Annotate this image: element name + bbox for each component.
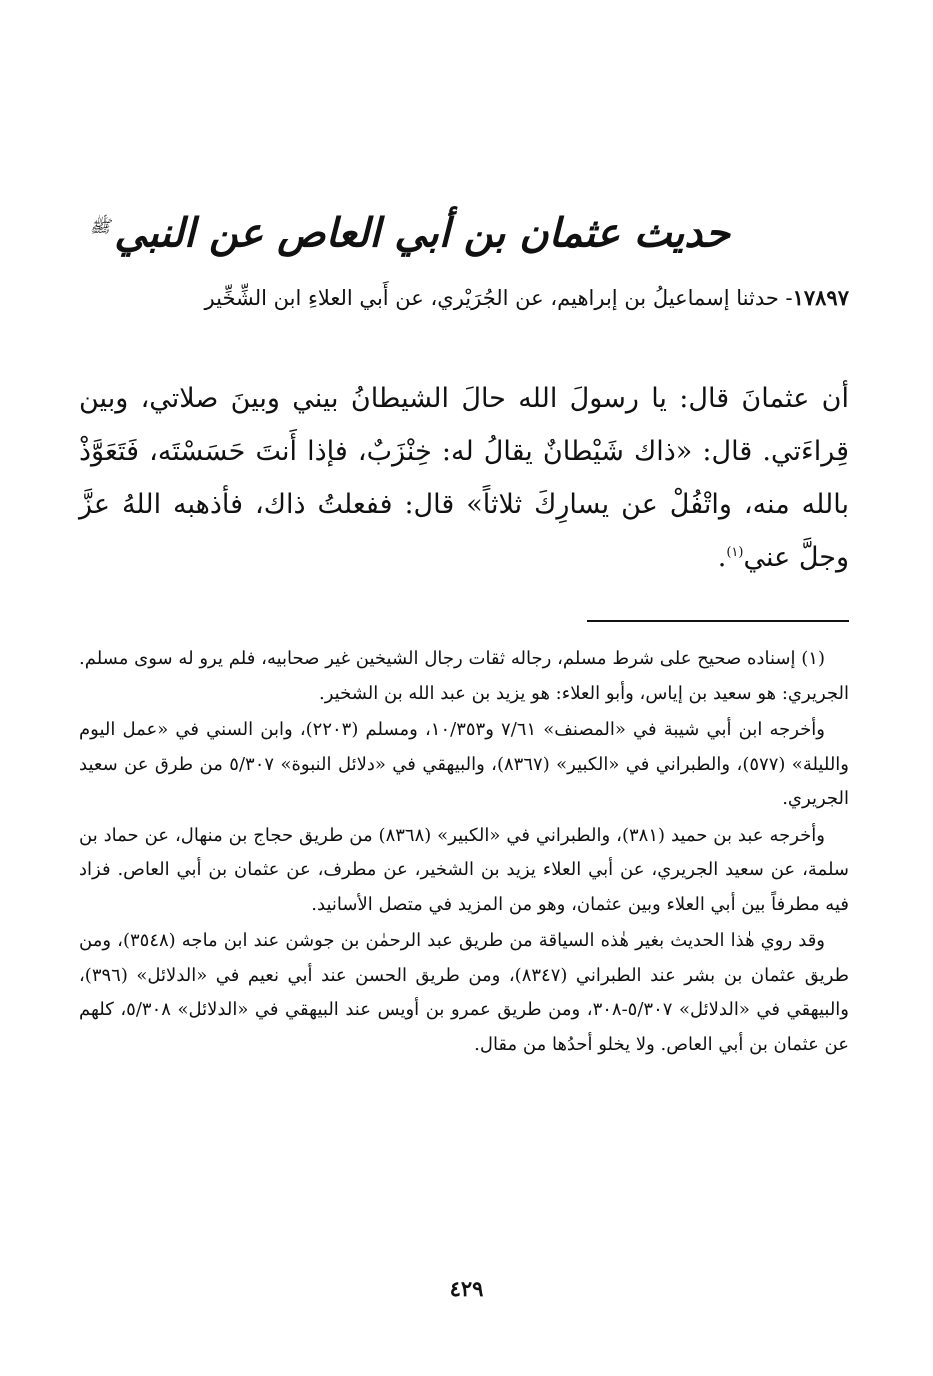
hadith-isnad (79, 276, 849, 320)
footnote-reference: (١) (726, 545, 744, 560)
footnote-paragraph: وأخرجه عبد بن حميد (٣٨١)، والطبراني في «الكبير» (٨٣٦٨) من طريق حجاج بن منهال، عن حماد بن سلمة، عن سعيد الجريري، عن أبي العلاء يزيد بن الشخير، عن مطرف، عن عثمان بن أبي العاص. فزاد فيه مطرفاً بين أبي العلاء وبين عثمان، وهو من المزيد في متصل الأسانيد. (79, 824, 849, 915)
isnad-text: - حدثنا إسماعيلُ بن إبراهيم، عن الجُرَيْري، عن أَبي العلاءِ ابن الشِّخِّير (204, 286, 793, 310)
hadith-matn (79, 372, 849, 584)
chapter-title: حديث عثمان بن أبي العاص عن النبي (114, 210, 730, 257)
hadith-number: ١٧٨٩٧ (792, 285, 849, 310)
chapter-heading (89, 192, 730, 268)
matn-end: . (717, 542, 727, 573)
matn-text: أن عثمانَ قال: يا رسولَ الله حالَ الشيطانُ بيني وبينَ صلاتي، وبين قِراءَتي. قال: «ذاك شَيْطانٌ يقالُ له: خِنْزَبٌ، فإذا أَنتَ حَسَسْتَه، فَتَعَوَّذْ بالله منه، واتْفُلْ عن يسارِكَ ثلاثاً» قال: ففعلتُ ذاك، فأذهبه اللهُ عزَّ وجلَّ عني (79, 383, 849, 573)
footnote-paragraph: وقد روي هٰذا الحديث بغير هٰذه السياقة من طريق عبد الرحمٰن بن جوشن عند ابن ماجه (٣٥٤٨)، ومن طريق عثمان بن بشر عند الطبراني (٨٣٤٧)، ومن طريق الحسن عند أبي نعيم في «الدلائل» (٣٩٦)، والبيهقي في «الدلائل» ٥/٣٠٧-٣٠٨، ومن طريق عمرو بن أويس عند البيهقي في «الدلائل» ٥/٣٠٨، كلهم عن عثمان بن أبي العاص. ولا يخلو أحدُها من مقال. (79, 930, 850, 1055)
page-number: ٤٢٩ (449, 1276, 484, 1301)
footnote-paragraph: وأخرجه ابن أبي شيبة في «المصنف» ٧/٦١ و١٠/٣٥٣، ومسلم (٢٢٠٣)، وابن السني في «عمل اليوم والليلة» (٥٧٧)، والطبراني في «الكبير» (٨٣٦٧)، والبيهقي في «دلائل النبوة» ٥/٣٠٧ من طرق عن سعيد الجريري. (79, 719, 849, 809)
footnote-paragraph: (١) إسناده صحيح على شرط مسلم، رجاله ثقات رجال الشيخين غير صحابيه، فلم يرو له سوى مسلم. الجريري: هو سعيد بن إياس، وأبو العلاء: هو يزيد بن عبد الله بن الشخير. (79, 648, 849, 704)
footnotes-section (79, 642, 849, 1062)
salutation-mark: ﷺ (89, 217, 111, 237)
footnote-separator (587, 620, 849, 622)
